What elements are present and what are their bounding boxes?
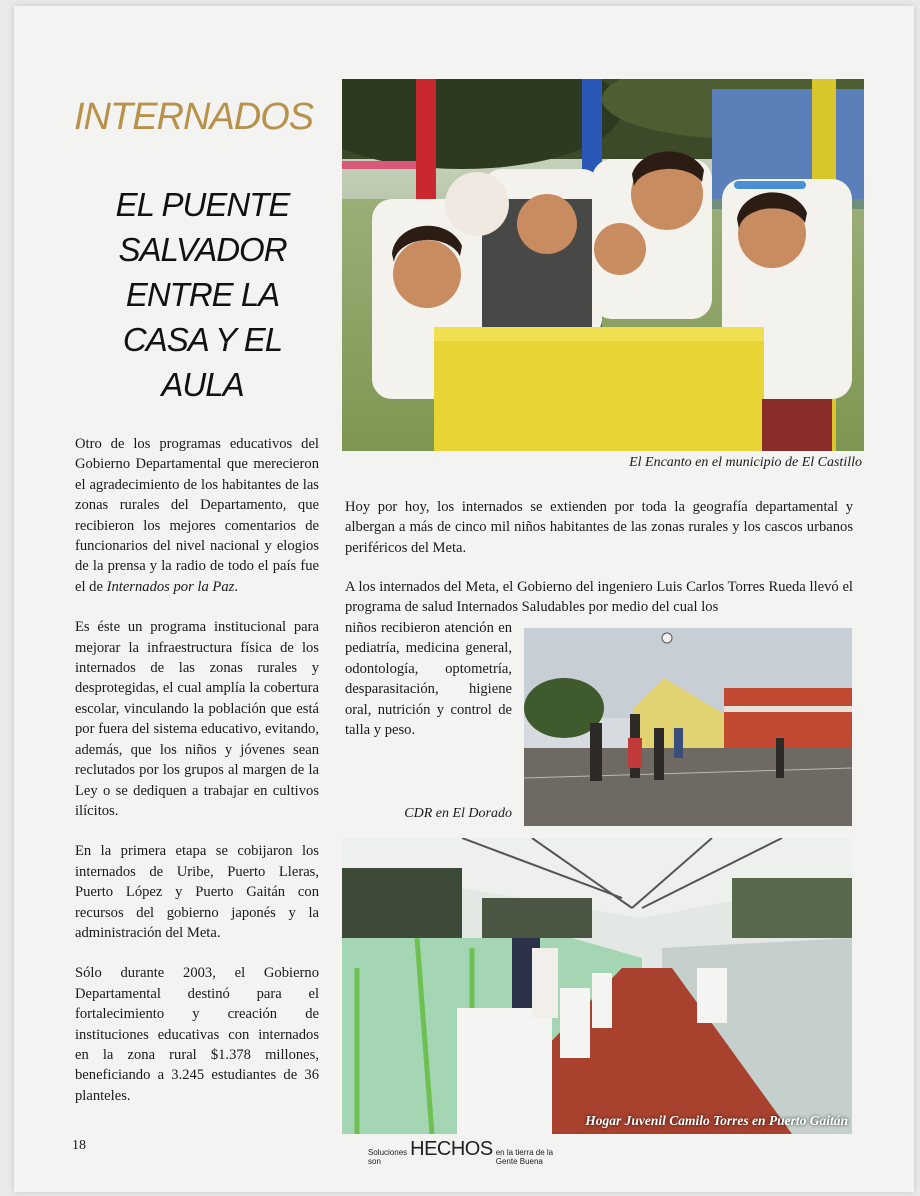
photo-caption: Hogar Juvenil Camilo Torres en Puerto Gaitán <box>585 1113 848 1128</box>
headline-line: AULA <box>161 366 244 403</box>
paragraph-intro <box>75 434 319 597</box>
headline-line: EL PUENTE <box>115 186 290 223</box>
brand-logo: HECHOS <box>410 1138 493 1160</box>
paragraph-hoy: Hoy por hoy, los internados se extienden por toda la geografía departamental y albergan a más de cinco mil niños habitantes de las zonas rurales y los cascos urbanos periféricos del Meta. <box>345 499 853 556</box>
page-number: 18 <box>72 1138 86 1153</box>
left-column <box>75 434 319 1126</box>
paragraph-salud-bottom: niños recibieron atención en pediatría, medicina general, odontología, optometría, desparasitación, higiene oral, nutrición y control de talla y peso. <box>345 620 512 739</box>
paragraph-salud-top: A los internados del Meta, el Gobierno del ingeniero Luis Carlos Torres Rueda llevó el programa de salud Internados Saludables por medio del cual los <box>345 579 853 616</box>
program-name: Internados por la Paz <box>106 578 235 595</box>
photo-caption: CDR en El Dorado <box>404 806 512 821</box>
children-photo-illustration <box>342 79 864 451</box>
dormitory-photo-illustration <box>342 838 852 1134</box>
paragraph-program: Es éste un programa institucional para mejorar la infraestructura física de los internados de las zonas rurales y desprotegidas, el cual amplía la cobertura escolar, vinculando la población que está por fuera del sistema educativo, evitando, además, que los niños y jóvenes sean reclutados por los grupos al margen de la Ley o se dediquen a trabajar en cultivos ilícitos. <box>75 619 319 819</box>
section-title: INTERNADOS <box>74 96 314 138</box>
headline-line: SALVADOR <box>118 231 287 268</box>
footer-post: en la tierra de la Gente Buena <box>495 1148 554 1166</box>
headline <box>80 182 325 407</box>
paragraph-2003: Sólo durante 2003, el Gobierno Departamental destinó para el fortalecimiento y creación de instituciones educativas con internados en la zona rural $1.378 millones, beneficiando a 3.245 estudiantes de 36 planteles. <box>75 965 319 1104</box>
footer-pre: Soluciones son <box>368 1148 408 1166</box>
photo-caption: El Encanto en el municipio de El Castillo <box>629 455 862 470</box>
headline-line: ENTRE LA <box>125 276 280 313</box>
photo-cdr <box>524 628 852 826</box>
photo-dormitory <box>342 838 852 1134</box>
paragraph-text: Otro de los programas educativos del Gobierno Departamental que merecieron el agradecimiento de los habitantes de las zonas rurales del Departamento, que recibieron los mejores comentarios de funcionarios del nivel nacional y elogios de la prensa y la radio de todo el país fue el de <box>75 436 319 595</box>
paragraph-text: . <box>234 578 238 595</box>
cdr-photo-illustration <box>524 628 852 826</box>
headline-line: CASA Y EL <box>122 321 283 358</box>
footer-slogan <box>368 1138 568 1166</box>
photo-children <box>342 79 864 451</box>
paragraph-first-stage: En la primera etapa se cobijaron los internados de Uribe, Puerto Lleras, Puerto López y Puerto Gaitán con recursos del gobierno japonés y la administración del Meta. <box>75 843 319 941</box>
